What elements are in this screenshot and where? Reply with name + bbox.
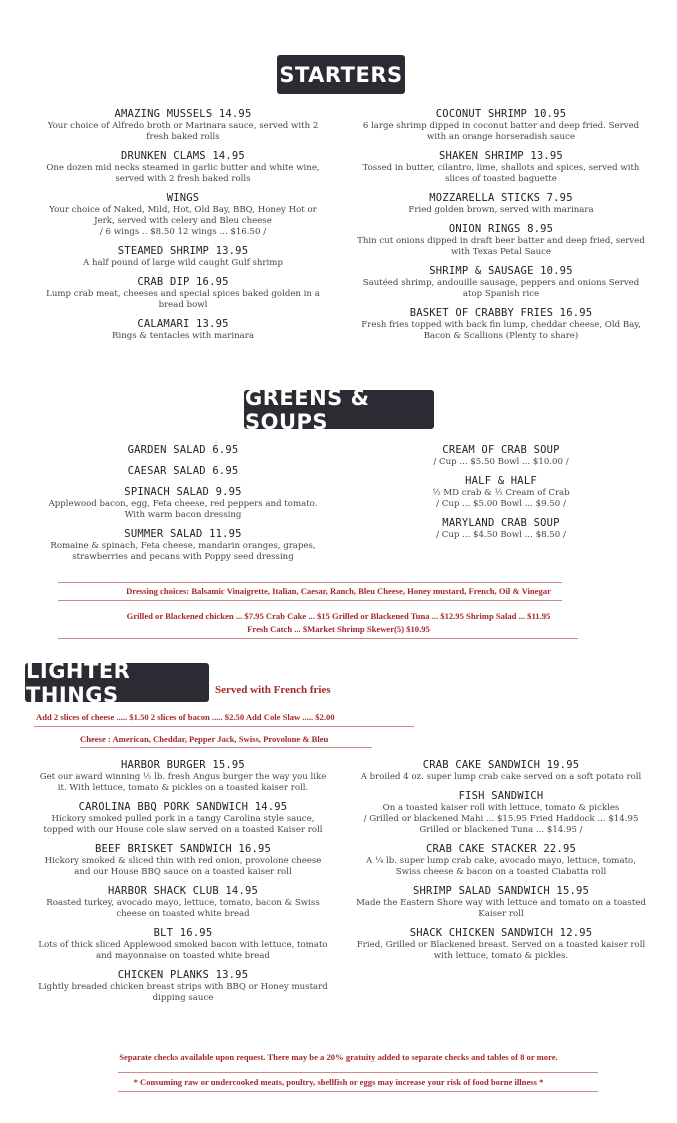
menu-item-name: BEEF BRISKET SANDWICH 16.95: [94, 843, 272, 855]
extras-line: Add 2 slices of cheese ..... $1.50 2 slices of bacon ..... $2.50 Add Cole Slaw ..... $2.00: [36, 712, 335, 722]
menu-item: [38, 885, 328, 920]
menu-item: [38, 759, 328, 794]
lighter-left-column: [38, 759, 328, 1011]
menu-item: [38, 108, 328, 143]
menu-item: [38, 276, 328, 311]
menu-item-name: CRAB CAKE SANDWICH 19.95: [422, 759, 580, 771]
menu-item-name: SUMMER SALAD 11.95: [124, 528, 242, 540]
menu-item: [38, 927, 328, 962]
menu-item: [38, 192, 328, 238]
menu-item-description: Your choice of Alfredo broth or Marinara sauce, served with 2 fresh baked rolls: [47, 121, 319, 142]
menu-item-description: Fried, Grilled or Blackened breast. Served on a toasted kaiser roll with lettuce, tomato & pickles.: [356, 940, 646, 961]
menu-item-name: WINGS: [166, 192, 200, 204]
greens-left-column: [38, 444, 328, 570]
menu-item: [356, 108, 646, 143]
starters-right-column: [356, 108, 646, 349]
menu-item-description: A half pound of large wild caught Gulf shrimp: [83, 258, 283, 268]
menu-item-description: A broiled 4 oz. super lump crab cake served on a soft potato roll: [360, 772, 642, 782]
starters-banner: [278, 56, 404, 93]
menu-item-name: CAROLINA BBQ PORK SANDWICH 14.95: [78, 801, 288, 813]
greens-banner: [245, 385, 433, 434]
dressing-rule-top: [58, 582, 562, 583]
menu-item-description: Romaine & spinach, Feta cheese, mandarin oranges, grapes, strawberries and pecans with Poppy seed dressing: [50, 541, 316, 562]
menu-item-name: SHAKEN SHRIMP 13.95: [439, 150, 563, 162]
menu-item-description: Your choice of Naked, Mild, Hot, Old Bay, BBQ, Honey Hot or Jerk, served with celery and Bleu cheese: [49, 205, 317, 226]
menu-item-description: Fried golden brown, served with marinara: [408, 205, 594, 215]
menu-item-name: HARBOR SHACK CLUB 14.95: [108, 885, 258, 897]
warning-rule-bottom: [118, 1091, 598, 1092]
lighter-banner: [26, 658, 208, 707]
warning-rule-top: [118, 1072, 598, 1073]
menu-item: [356, 265, 646, 300]
addons-line-1: Grilled or Blackened chicken ... $7.95 Crab Cake ... $15 Grilled or Blackened Tuna ... $12.95 Shrimp Salad ... $11.95: [126, 611, 551, 621]
menu-item-description: Tossed in butter, cilantro, lime, shallots and spices, served with slices of toasted baguette: [362, 163, 640, 184]
menu-item: [356, 885, 646, 920]
menu-item: [356, 927, 646, 962]
lighter-title: LIGHTER THINGS: [26, 658, 131, 707]
menu-item-name: STEAMED SHRIMP 13.95: [117, 245, 249, 257]
menu-item-description: Sautéed shrimp, andouille sausage, peppers and onions Served atop Spanish rice: [362, 278, 640, 299]
menu-item: [356, 475, 646, 510]
menu-item: [38, 465, 328, 478]
menu-item-name: CHICKEN PLANKS 13.95: [117, 969, 249, 981]
menu-item-description: Applewood bacon, egg, Feta cheese, red peppers and tomato. With warm bacon dressing: [48, 499, 318, 520]
menu-item-name: HARBOR BURGER 15.95: [121, 759, 245, 771]
menu-item-description: Fresh fries topped with back fin lump, cheddar cheese, Old Bay, Bacon & Scallions (Plenty to share): [361, 320, 641, 341]
greens-title: GREENS & SOUPS: [245, 385, 370, 434]
menu-item-name: CALAMARI 13.95: [137, 318, 229, 330]
menu-item-name: ONION RINGS 8.95: [448, 223, 554, 235]
lighter-note: Served with French fries: [215, 684, 331, 696]
menu-item-description: / 6 wings .. $8.50 12 wings ... $16.50 /: [99, 227, 267, 237]
menu-item-description: ½ MD crab & ½ Cream of Crab: [432, 488, 570, 498]
menu-item: [38, 528, 328, 563]
menu-item: [356, 150, 646, 185]
menu-item-name: CREAM OF CRAB SOUP: [442, 444, 560, 456]
starters-title: STARTERS: [279, 62, 403, 87]
menu-item-description: Lump crab meat, cheeses and special spices baked golden in a bread bowl: [46, 289, 320, 310]
starters-left-column: [38, 108, 328, 349]
menu-item-description: One dozen mid necks steamed in garlic butter and white wine, served with 2 fresh baked rolls: [46, 163, 320, 184]
menu-item-name: CRAB CAKE STACKER 22.95: [426, 843, 576, 855]
menu-item-name: SHACK CHICKEN SANDWICH 12.95: [409, 927, 593, 939]
menu-item-name: BLT 16.95: [153, 927, 213, 939]
menu-item-name: MARYLAND CRAB SOUP: [442, 517, 560, 529]
menu-item-description: / Grilled or blackened Mahi ... $15.95 Fried Haddock ... $14.95: [363, 814, 639, 824]
menu-item-description: A ¼ lb. super lump crab cake, avocado mayo, lettuce, tomato, Swiss cheese & bacon on a toasted Ciabatta roll: [366, 856, 636, 877]
menu-item: [356, 192, 646, 216]
menu-item-description: Hickory smoked & sliced thin with red onion, provolone cheese and our House BBQ sauce on a toasted kaiser roll: [44, 856, 322, 877]
menu-item: [356, 790, 646, 836]
menu-item-name: SHRIMP & SAUSAGE 10.95: [429, 265, 573, 277]
menu-item: [38, 318, 328, 342]
menu-item-description: Made the Eastern Shore way with lettuce and tomato on a toasted Kaiser roll: [356, 898, 646, 919]
menu-item: [356, 444, 646, 468]
menu-item: [356, 517, 646, 541]
menu-item-description: / Cup ... $5.50 Bowl ... $10.00 /: [433, 457, 569, 467]
menu-item-name: COCONUT SHRIMP 10.95: [435, 108, 567, 120]
menu-item: [356, 223, 646, 258]
cheese-rule: [80, 747, 372, 748]
menu-item-name: DRUNKEN CLAMS 14.95: [121, 150, 245, 162]
lighter-right-column: [356, 759, 646, 969]
menu-item-name: MOZZARELLA STICKS 7.95: [429, 192, 573, 204]
menu-item: [38, 801, 328, 836]
menu-item-name: AMAZING MUSSELS 14.95: [114, 108, 252, 120]
menu-item-name: SPINACH SALAD 9.95: [124, 486, 242, 498]
menu-item: [38, 486, 328, 521]
menu-item-description: 6 large shrimp dipped in coconut batter and deep fried. Served with an orange horseradish sauce: [362, 121, 640, 142]
menu-item-description: Hickory smoked pulled pork in a tangy Carolina style sauce, topped with our House cole slaw served on a toasted Kaiser roll: [43, 814, 323, 835]
menu-item-description: On a toasted kaiser roll with lettuce, tomato & pickles: [382, 803, 620, 813]
menu-item: [38, 843, 328, 878]
menu-item: [38, 444, 328, 457]
menu-item: [356, 307, 646, 342]
menu-item-description: Lightly breaded chicken breast strips with BBQ or Honey mustard dipping sauce: [38, 982, 328, 1003]
menu-item-description: Rings & tentacles with marinara: [111, 331, 255, 341]
extras-rule: [34, 726, 414, 727]
addons-line-2: Fresh Catch ... $Market Shrimp Skewer(5) $10.95: [247, 624, 430, 634]
menu-item-description: Grilled or blackened Tuna ... $14.95 /: [419, 825, 583, 835]
menu-item-name: CRAB DIP 16.95: [137, 276, 229, 288]
menu-item: [38, 245, 328, 269]
menu-item-description: Thin cut onions dipped in draft beer batter and deep fried, served with Texas Petal Sauce: [357, 236, 645, 257]
menu-item: [38, 969, 328, 1004]
dressing-rule-bottom: [58, 600, 562, 601]
dressing-choices: Dressing choices: Balsamic Vinaigrette, Italian, Caesar, Ranch, Bleu Cheese, Honey mustard, French, Oil & Vinegar: [126, 586, 551, 596]
menu-item-name: HALF & HALF: [465, 475, 537, 487]
menu-item: [356, 759, 646, 783]
menu-item-description: / Cup ... $5.00 Bowl ... $9.50 /: [436, 499, 566, 509]
menu-item-name: BASKET OF CRABBY FRIES 16.95: [409, 307, 593, 319]
menu-item: [356, 843, 646, 878]
menu-item-description: Get our award winning ½ lb. fresh Angus burger the way you like it. With lettuce, tomato & pickles on a toasted kaiser roll.: [39, 772, 327, 793]
food-safety-warning: * Consuming raw or undercooked meats, poultry, shellfish or eggs may increase your risk of food borne illness *: [133, 1077, 544, 1087]
menu-item: [38, 150, 328, 185]
menu-item-name: SHRIMP SALAD SANDWICH 15.95: [412, 885, 590, 897]
cheese-line: Cheese : American, Cheddar, Pepper Jack, Swiss, Provolone & Bleu: [80, 734, 329, 744]
menu-item-name: GARDEN SALAD 6.95: [127, 444, 239, 456]
menu-item-description: Roasted turkey, avocado mayo, lettuce, tomato, bacon & Swiss cheese on toasted white bread: [46, 898, 320, 919]
menu-item-description: Lots of thick sliced Applewood smoked bacon with lettuce, tomato and mayonnaise on toasted white bread: [38, 940, 328, 961]
separate-checks-note: Separate checks available upon request. There may be a 20% gratuity added to separate checks and tables of 8 or more.: [119, 1052, 558, 1062]
menu-item-name: FISH SANDWICH: [458, 790, 544, 802]
menu-item-name: CAESAR SALAD 6.95: [127, 465, 239, 477]
addons-rule: [58, 638, 578, 639]
menu-item-description: / Cup ... $4.50 Bowl ... $8.50 /: [436, 530, 566, 540]
greens-right-column: [356, 444, 646, 548]
